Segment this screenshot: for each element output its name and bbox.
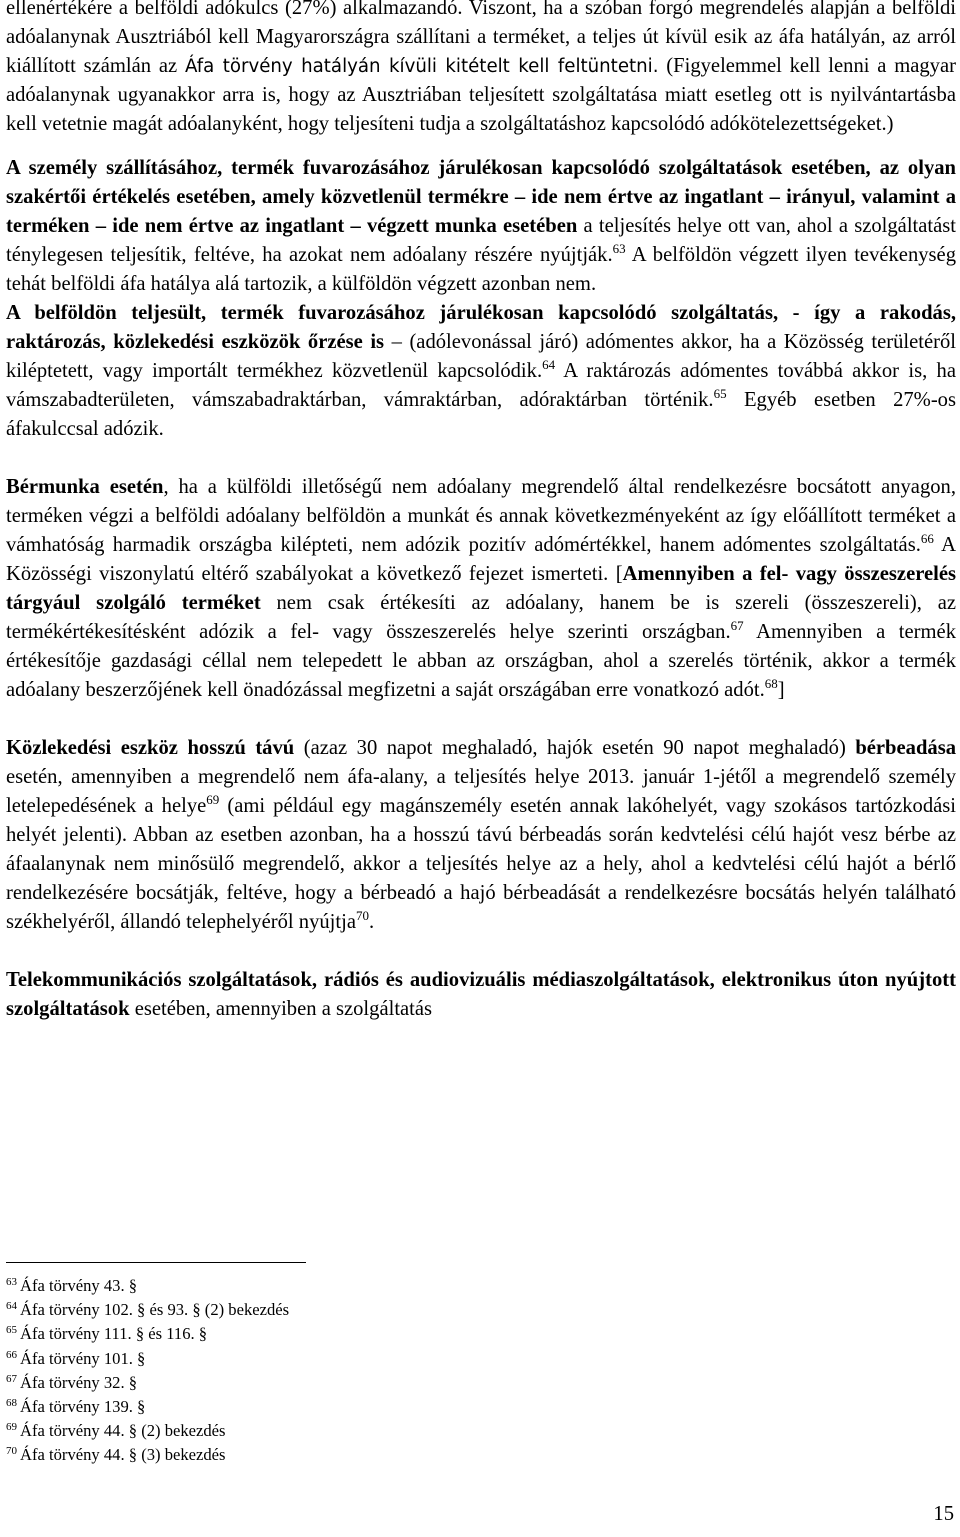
footnote-64: $^{64}$ Áfa törvény 102. § és 93. § (2) bekezdés xyxy=(6,1300,290,1320)
footnote-ref[interactable]: 67 xyxy=(730,618,744,633)
text-run: esetén, amennyiben a megrendelő nem áfa-alany, a teljesítés helye 2013. január 1-jétől a megrendelő személy letelepedésének a helye xyxy=(6,766,956,817)
bold-run: Telekommunikációs szolgáltatások, rádiós és audiovizuális médiaszolgáltatások, elektronikus úton nyújtott szolgáltatások xyxy=(6,969,956,1020)
paragraph-bermunka xyxy=(6,473,956,705)
paragraph-szemelyszallitas xyxy=(6,154,956,299)
footnote-ref[interactable]: 68 xyxy=(764,676,778,691)
paragraph-intro xyxy=(6,0,956,139)
text-run: Egyéb esetben 27%-os áfakulccsal adózik. xyxy=(6,389,956,440)
footnote-ref[interactable]: 64 xyxy=(542,357,556,372)
text-run: . xyxy=(368,911,375,933)
text-run: a teljesítés helye ott van, ahol a szolgáltatást ténylegesen teljesítik, feltéve, ha azokat nem adóalany részére nyújtják. xyxy=(6,215,956,266)
footnote-ref[interactable]: 66 xyxy=(920,531,934,546)
bold-run: Közlekedési eszköz hosszú távú xyxy=(6,737,295,759)
footnote-ref[interactable]: 63 xyxy=(612,241,626,256)
footnote-ref[interactable]: 70 xyxy=(355,908,369,923)
text-run: , ha a külföldi illetőségű nem adóalany megrendelő által rendelkezésre bocsátott anyagon, terméken végzi a belföldi adóalany belföldön a munkát és annak következményeként az így előállított terméket a vámhatóság harmadik országba kilépteti, nem adózik pozitív adómértékkel, hanem adómentes szolgáltatás. xyxy=(6,476,956,556)
bold-run: bérbeadása xyxy=(855,737,957,759)
text-run: ellenértékére a belföldi adókulcs (27%) alkalmazandó. Viszont, ha a szóban forgó megrendelés alapján a belföldi adóalanynak Ausztriából kell Magyarországra szállítani a terméket, a teljes út kívül esik az áfa hatályán, az arról kiállított számlán az xyxy=(6,0,956,77)
footnote-67: $^{67}$ Áfa törvény 32. § xyxy=(6,1372,138,1392)
bold-run: A személy szállításához, termék fuvarozásához járulékosan kapcsolódó szolgáltatások esetében, az olyan szakértői értékelés esetében, amely közvetlenül termékre – ide nem értve az ingatlant – irányul, valamint a terméken – ide nem értve az ingatlant – végzett munka esetében xyxy=(6,157,956,237)
text-run: (ami például egy magánszemély esetén annak lakóhelyét, vagy szokásos tartózkodási helyét jelenti). Abban az esetben azonban, ha a hosszú távú bérbeadás során kedvtelési célú hajót vesz bérbe az áfaalanynak nem minősülő megrendelő, akkor a teljesítés helye az a hely, ahol a kedvtelési célú hajót a bérlő rendelkezésére bocsátják, feltéve, hogy a bérbeadó a hajó bérbeadását a rendelkezésre bocsátás helyén található székhelyéről, állandó telephelyéről nyújtja xyxy=(6,795,956,933)
text-run: ] xyxy=(777,679,785,701)
footnote-68: $^{68}$ Áfa törvény 139. § xyxy=(6,1397,146,1417)
text-run: Amennyiben a termék értékesítője gazdasági céllal nem telepedett le abban az országban, ahol a szerelés történik, akkor a termék adóalany beszerzőjének kell önadózással megfizetni a saját országában erre vonatkozó adót. xyxy=(6,621,956,701)
footnote-ref[interactable]: 69 xyxy=(206,792,220,807)
text-run: A Közösségi viszonylatú eltérő szabályokat a következő fejezet ismerteti. [ xyxy=(6,534,957,585)
footnotes xyxy=(6,1274,289,1468)
footnote-separator xyxy=(6,1262,306,1263)
bold-run: Bérmunka esetén xyxy=(6,476,164,498)
footnote-ref[interactable]: 65 xyxy=(713,386,727,401)
paragraph-fuvarozas xyxy=(6,299,956,444)
text-run: nem csak értékesíti az adóalany, hanem be is szereli (összeszereli), az termékértékesítésként adózik a fel- vagy összeszerelés helye szerinti országban. xyxy=(6,592,956,643)
footnote-65: $^{65}$ Áfa törvény 111. § és 116. § xyxy=(6,1324,208,1344)
text-run: – (adólevonással járó) adómentes akkor, ha a Közösség területéről kiléptetett, vagy importált termékhez közvetlenül kapcsolódik. xyxy=(6,331,956,382)
page-number: 15 xyxy=(933,1503,954,1525)
text-run: (Figyelemmel kell lenni a magyar adóalanynak ugyanakkor arra is, hogy az Ausztriában teljesített szolgáltatása miatt esetleg ott is nyilvántartásba kell vetetnie magát adóalanyként, hogy teljesíteni tudja a szolgáltatáshoz kapcsolódó adókötelezettségeket.) xyxy=(6,55,956,135)
footnote-66: $^{66}$ Áfa törvény 101. § xyxy=(6,1348,146,1368)
text-run: Áfa törvény hatályán kívüli kitételt kell feltüntetni. xyxy=(184,56,659,77)
text-run: A belföldön végzett ilyen tevékenység tehát belföldi áfa hatálya alá tartozik, a külföldön végzett azonban nem. xyxy=(6,244,956,295)
text-run: (azaz 30 napot meghaladó, hajók esetén 90 napot meghaladó) xyxy=(294,737,856,759)
paragraph-kozlekedesi-eszkoz xyxy=(6,734,956,937)
footnote-69: $^{69}$ Áfa törvény 44. § (2) bekezdés xyxy=(6,1421,226,1441)
footnote-70: $^{70}$ Áfa törvény 44. § (3) bekezdés xyxy=(6,1445,226,1465)
bold-run: A belföldön teljesült, termék fuvarozásához járulékosan kapcsolódó szolgáltatás, - így a rakodás, raktározás, közlekedési eszközök őrzése is xyxy=(6,302,956,353)
paragraph-telekommunikacio xyxy=(6,966,956,1024)
text-run: A raktározás adómentes továbbá akkor is, ha vámszabadterületen, vámszabadraktárban, vámraktárban, adóraktárban történik. xyxy=(6,360,956,411)
footnote-63: $^{63}$ Áfa törvény 43. § xyxy=(6,1276,138,1295)
bold-run: Amennyiben a fel- vagy összeszerelés tárgyául szolgáló terméket xyxy=(6,563,956,614)
body-text xyxy=(6,0,956,1024)
text-run: esetében, amennyiben a szolgáltatás xyxy=(129,998,433,1020)
